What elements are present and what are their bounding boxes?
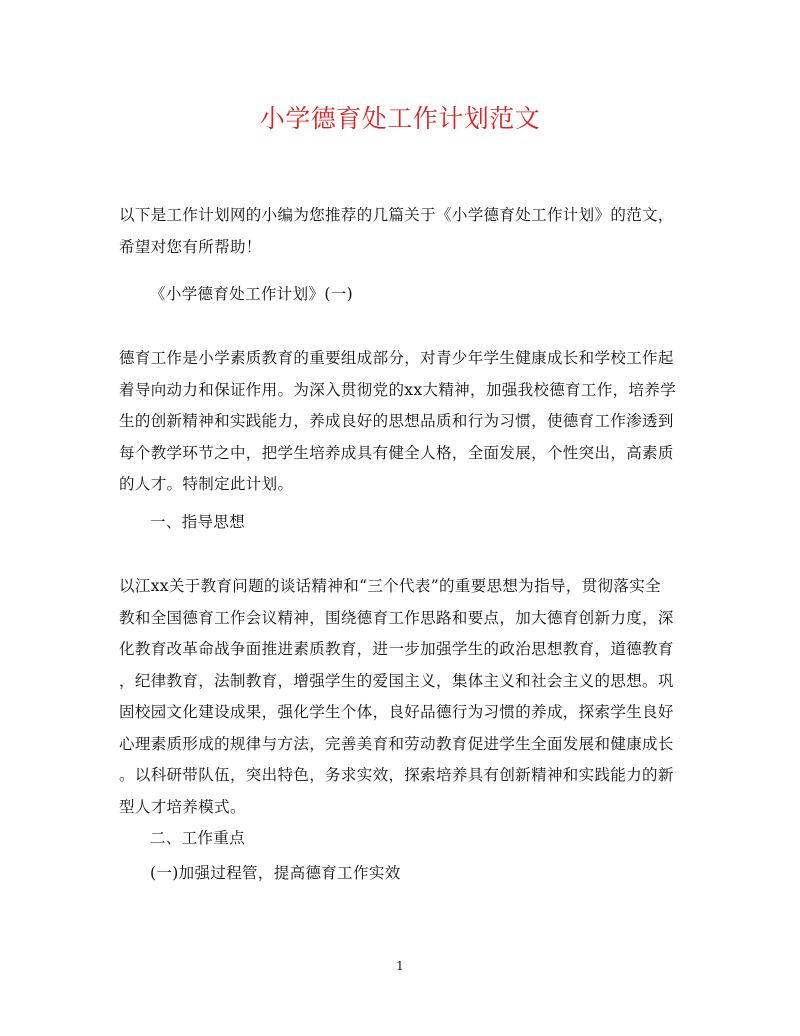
document-title: 小学德育处工作计划范文 — [259, 104, 541, 133]
heading-2-block — [119, 823, 673, 855]
heading-1-block — [119, 507, 673, 539]
paragraph-line: 。以科研带队伍，突出特色，务求实效，探索培养具有创新精神和实践能力的新 — [119, 766, 674, 784]
paragraph-line: 固校园文化建设成果，强化学生个体，良好品德行为习惯的养成，探索学生良好 — [119, 703, 674, 721]
section-subtitle: 《小学德育处工作计划》(一) — [150, 285, 353, 303]
paragraph-2 — [119, 571, 673, 823]
paragraph-line: 德育工作是小学素质教育的重要组成部分，对青少年学生健康成长和学校工作起 — [119, 349, 674, 367]
intro-line: 希望对您有所帮助！ — [119, 237, 262, 256]
paragraph-line: 的人才。特制定此计划。 — [119, 475, 294, 493]
page-number: 1 — [396, 959, 404, 973]
heading-3-block — [119, 858, 673, 890]
paragraph-1 — [119, 343, 677, 501]
paragraph-line: 型人才培养模式。 — [119, 797, 246, 816]
paragraph-line: 化教育改革命战争面推进素质教育，进一步加强学生的政治思想教育，道德教育 — [119, 640, 674, 658]
paragraph-line: 着导向动力和保证作用。为深入贯彻党的xx大精神，加强我校德育工作，培养学 — [119, 380, 677, 399]
intro-paragraph — [119, 200, 673, 263]
paragraph-line: 教和全国德育工作会议精神，围绕德育工作思路和要点，加大德育创新力度，深 — [119, 608, 674, 627]
section-heading: 一、指导思想 — [150, 513, 246, 531]
paragraph-line: ，纪律教育，法制教育，增强学生的爱国主义，集体主义和社会主义的思想。巩 — [119, 671, 674, 690]
paragraph-line: 以江xx关于教育问题的谈话精神和“三个代表”的重要思想为指导，贯彻落实全 — [119, 577, 661, 595]
intro-line: 以下是工作计划网的小编为您推荐的几篇关于《小学德育处工作计划》的范文， — [119, 206, 674, 224]
subsection-heading: (一)加强过程管，提高德育工作实效 — [150, 864, 401, 882]
paragraph-line: 生的创新精神和实践能力，养成良好的思想品质和行为习惯，使德育工作渗透到 — [119, 412, 674, 430]
section-heading: 二、工作重点 — [150, 829, 246, 847]
subtitle-block — [119, 279, 673, 311]
paragraph-line: 每个教学环节之中，把学生培养成具有健全人格，全面发展，个性突出，高素质 — [119, 443, 674, 462]
paragraph-line: 心理素质形成的规律与方法，完善美育和劳动教育促进学生全面发展和健康成长 — [119, 734, 674, 753]
